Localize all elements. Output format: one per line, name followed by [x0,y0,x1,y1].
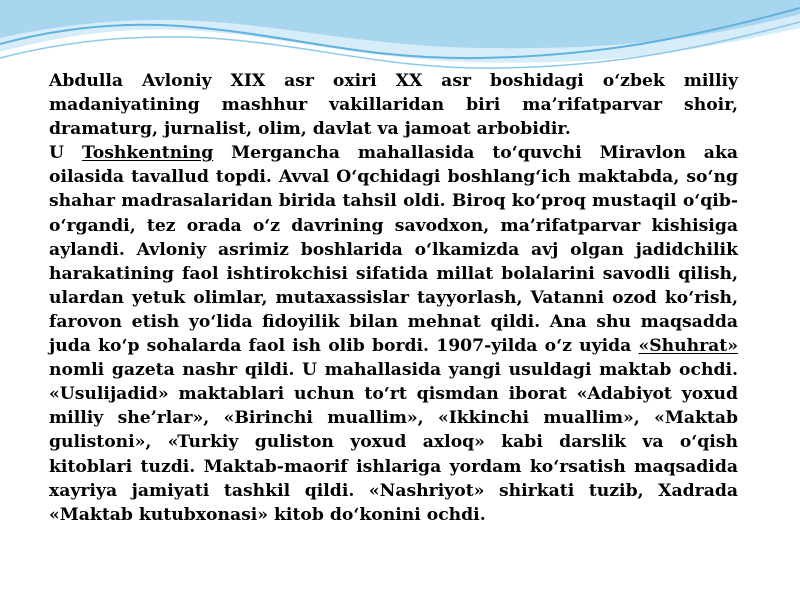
paragraph-text: Mergancha mahallasida to‘quvchi Miravlon aka oilasida tavallud topdi. Avval O‘qchidagi boshlang‘ich maktabda, so‘ng shahar madrasalaridan birida tahsil oldi. Biroq ko‘proq mustaqil o‘qib-o‘rgandi, tez orada o‘z davrining savodxon, ma’rifatparvar kishisiga aylandi. Avloniy asrimiz boshlarida o‘lkamizda avj olgan jadidchilik harakatining faol ishtirokchisi sifatida millat bolalarini savodli qilish, ulardan yetuk olimlar, mutaxassislar tayyorlash, Vatanni ozod ko‘rish, farovon etish yo‘lida fidoyilik bilan mehnat qildi. Ana shu maqsadda juda ko‘p sohalarda faol ish olib bordi. 1907-yilda o‘z uyida [49,143,738,357]
biography-text [49,69,738,527]
paragraph-text: nomli gazeta nashr qildi. U mahallasida yangi usuldagi maktab ochdi. «Usulijadid» maktablari uchun to‘rt qismdan iborat «Adabiyot yoxud milliy she’rlar», «Birinchi muallim», «Ikkinchi muallim», «Maktab gulistoni», «Turkiy guliston yoxud axloq» kabi darslik va o‘qish kitoblari tuzdi. Maktab-maorif ishlariga yordam ko‘rsatish maqsadida xayriya jamiyati tashkil qildi. «Nashriyot» shirkati tuzib, Xadrada «Maktab kutubxonasi» kitob do‘konini ochdi. [49,360,738,525]
paragraph-1 [49,69,738,141]
paragraph-text: Abdulla Avloniy XIX asr oxiri XX asr boshidagi o‘zbek milliy madaniyatining mashhur vakillaridan biri ma’rifatparvar shoir, dramaturg, jurnalist, olim, davlat va jamoat arbobidir. [49,71,738,140]
paragraph-text: U [49,143,82,164]
hyperlink[interactable]: «Shuhrat» [638,336,738,357]
hyperlink[interactable]: Toshkentning [81,143,214,164]
paragraph-2 [49,141,738,527]
